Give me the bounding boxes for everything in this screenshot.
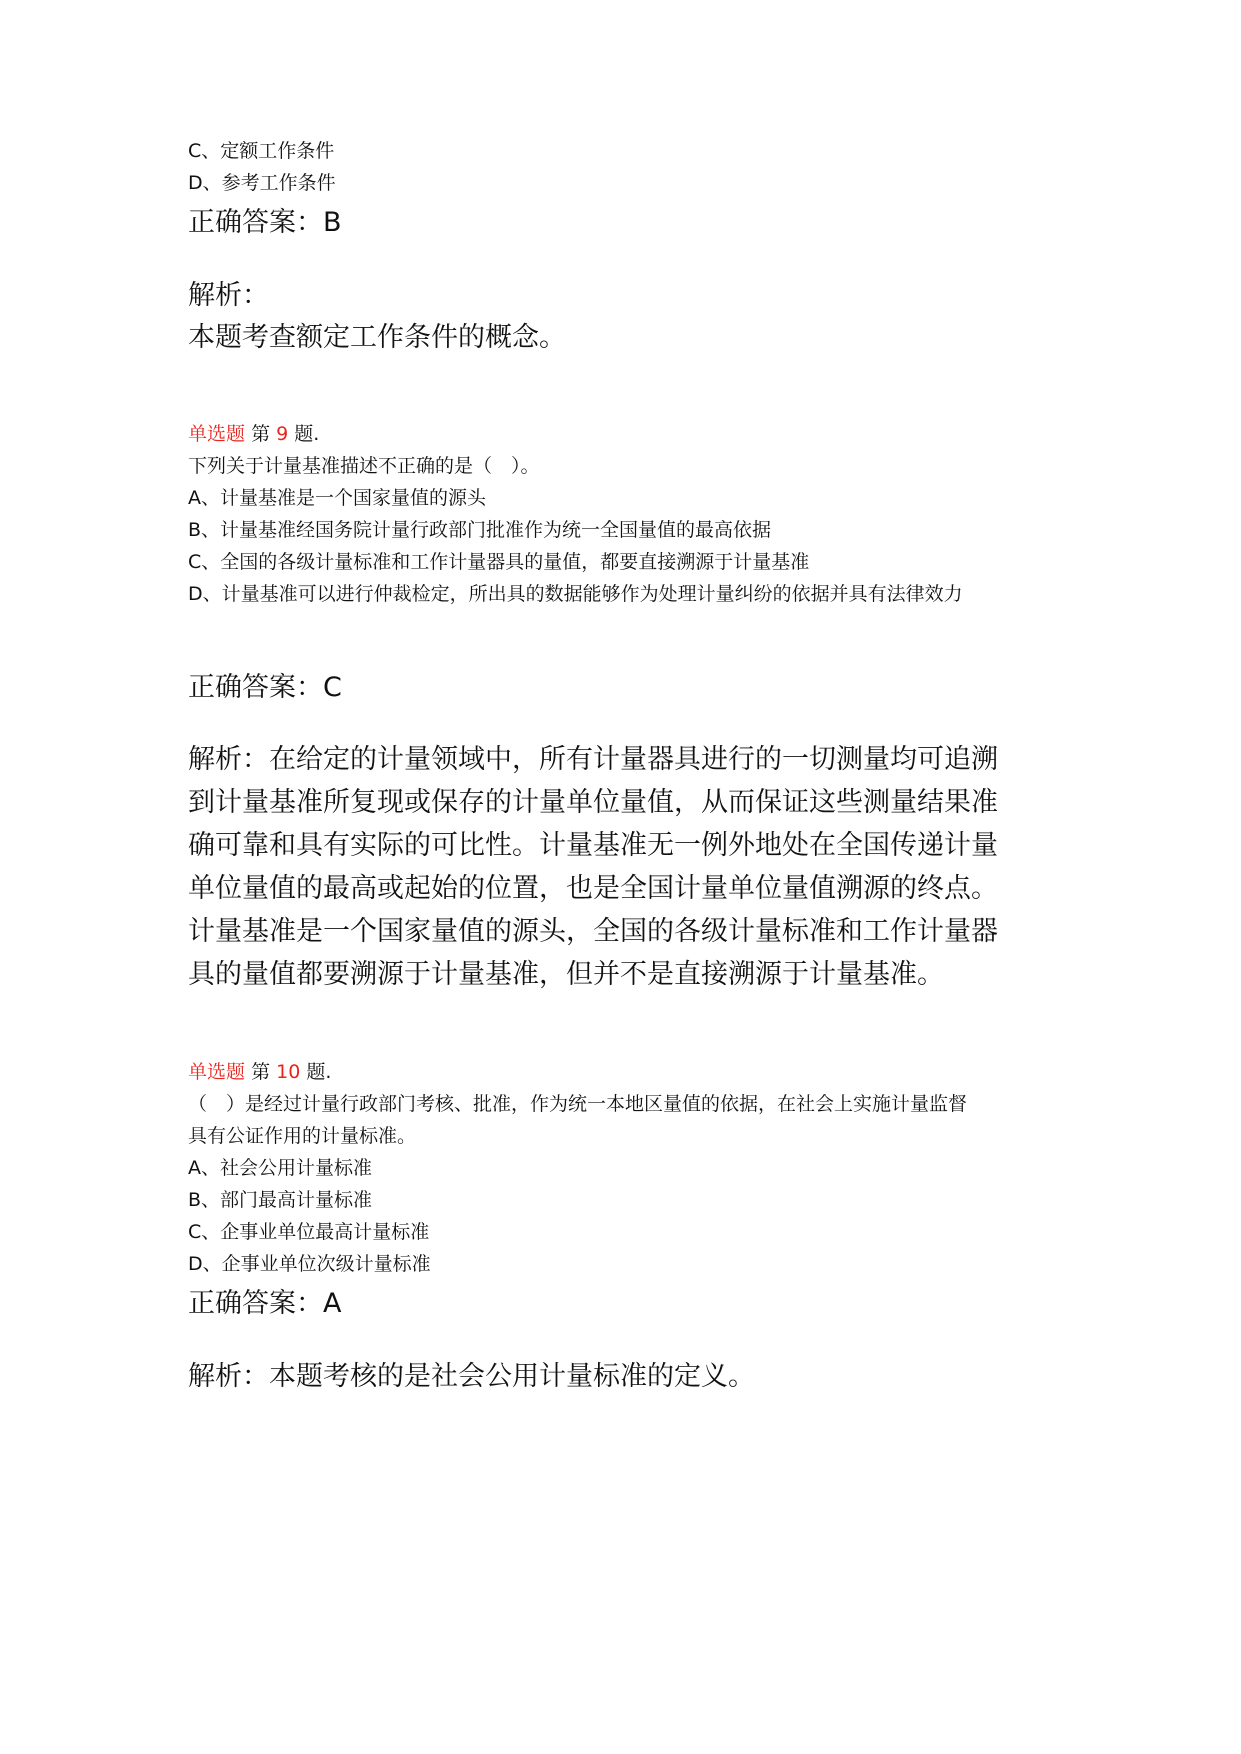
q10-type-label: 单选题 — [188, 1061, 246, 1083]
q8-option-d: D、参考工作条件 — [188, 172, 336, 194]
q8-explanation-text: 本题考查额定工作条件的概念。 — [188, 322, 566, 353]
q9-explanation-line: 单位量值的最高或起始的位置，也是全国计量单位量值溯源的终点。 — [188, 873, 998, 904]
q10-option-a: A、社会公用计量标准 — [188, 1157, 372, 1179]
q9-explanation-line: 解析：在给定的计量领域中，所有计量器具进行的一切测量均可追溯 — [188, 744, 998, 775]
q10-question-line2: 具有公证作用的计量标准。 — [188, 1125, 417, 1147]
q10-number: 10 — [276, 1061, 301, 1083]
q9-header — [188, 425, 319, 444]
q9-explanation-line: 具的量值都要溯源于计量基准，但并不是直接溯源于计量基准。 — [188, 959, 944, 990]
q10-answer: 正确答案：A — [188, 1288, 342, 1319]
q9-option-b: B、计量基准经国务院计量行政部门批准作为统一全国量值的最高依据 — [188, 519, 772, 541]
q9-question: 下列关于计量基准描述不正确的是（ ）。 — [188, 455, 540, 477]
q10-option-d: D、企事业单位次级计量标准 — [188, 1253, 431, 1275]
q10-num-prefix: 第 — [251, 1061, 271, 1083]
q10-option-c: C、企事业单位最高计量标准 — [188, 1221, 430, 1243]
q8-answer: 正确答案：B — [188, 207, 342, 238]
q10-question-line1: （ ）是经过计量行政部门考核、批准，作为统一本地区量值的依据，在社会上实施计量监督 — [188, 1093, 968, 1115]
q9-explanation-line: 计量基准是一个国家量值的源头，全国的各级计量标准和工作计量器 — [188, 916, 998, 947]
q10-header — [188, 1063, 331, 1082]
q9-number: 9 — [276, 423, 289, 445]
q9-num-suffix: 题. — [294, 423, 320, 445]
q10-num-suffix: 题. — [306, 1061, 332, 1083]
q9-option-a: A、计量基准是一个国家量值的源头 — [188, 487, 486, 509]
q9-answer: 正确答案：C — [188, 672, 342, 703]
q9-num-prefix: 第 — [251, 423, 271, 445]
q8-option-c: C、定额工作条件 — [188, 140, 335, 162]
q9-explanation-line: 到计量基准所复现或保存的计量单位量值，从而保证这些测量结果准 — [188, 787, 998, 818]
q9-option-c: C、全国的各级计量标准和工作计量器具的量值，都要直接溯源于计量基准 — [188, 551, 810, 573]
q9-explanation-line: 确可靠和具有实际的可比性。计量基准无一例外地处在全国传递计量 — [188, 830, 998, 861]
q10-option-b: B、部门最高计量标准 — [188, 1189, 373, 1211]
q10-explanation: 解析：本题考核的是社会公用计量标准的定义。 — [188, 1361, 755, 1392]
q9-type-label: 单选题 — [188, 423, 246, 445]
q8-explanation-label: 解析： — [188, 280, 269, 311]
q9-option-d: D、计量基准可以进行仲裁检定，所出具的数据能够作为处理计量纠纷的依据并具有法律效力 — [188, 583, 963, 605]
